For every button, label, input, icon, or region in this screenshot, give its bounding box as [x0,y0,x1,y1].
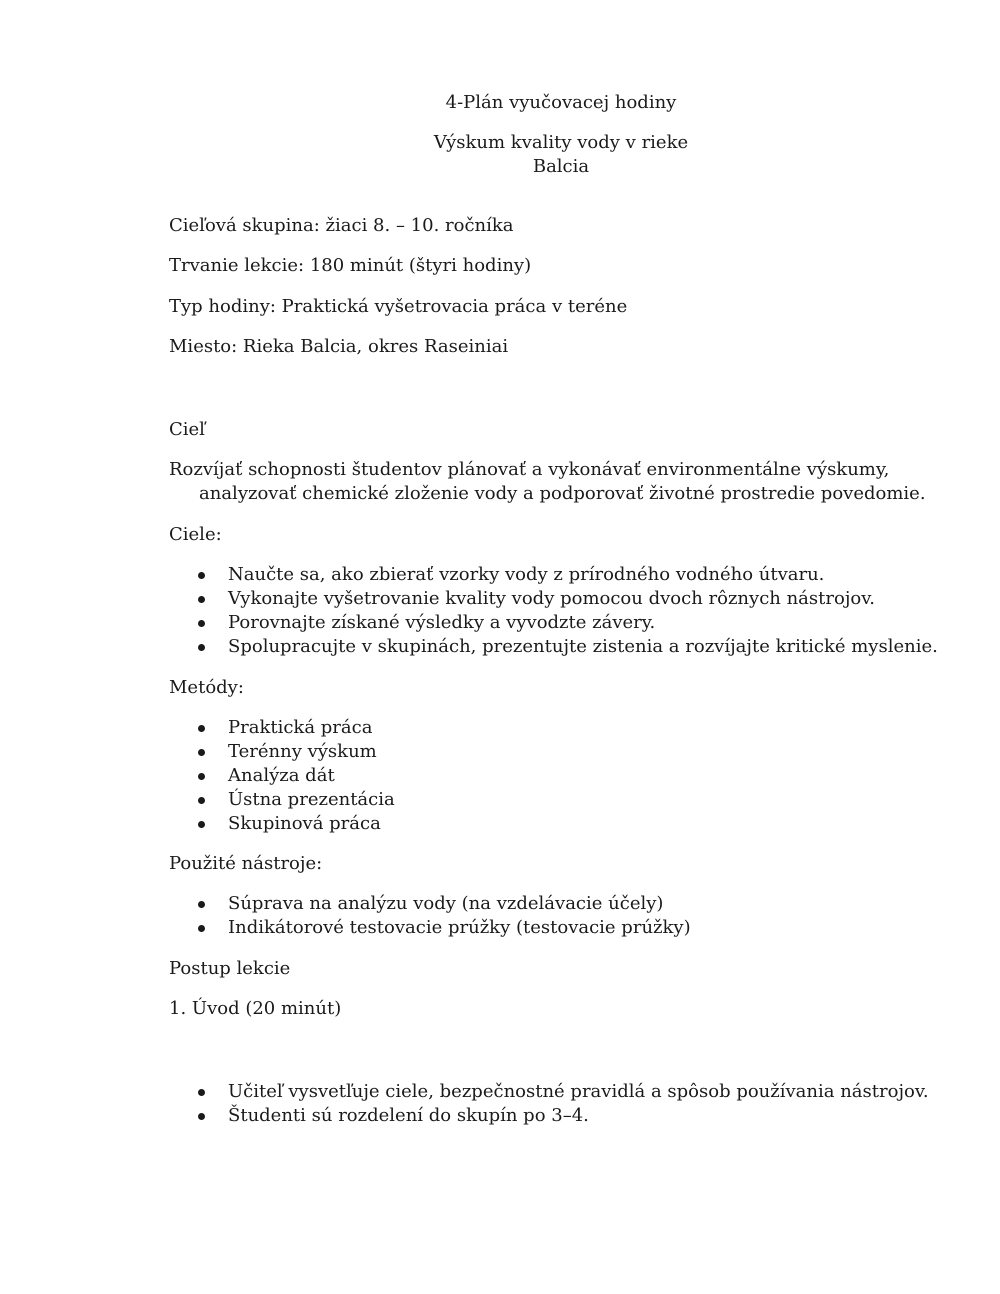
bullet-icon [198,749,205,756]
list-item: Analýza dát [169,764,395,788]
methods-list [169,716,395,836]
goal-text-line2: analyzovať chemické zloženie vody a podporovať životné prostredie povedomie. [199,483,926,504]
bullet-icon [198,644,205,651]
bullet-icon [198,620,205,627]
lesson-type: Typ hodiny: Praktická vyšetrovacia práca v teréne [169,296,628,317]
list-item: Spolupracujte v skupinách, prezentujte zistenia a rozvíjajte kritické myslenie. [169,635,938,659]
tools-heading: Použité nástroje: [169,853,323,874]
bullet-icon [198,797,205,804]
procedure-step1-list [169,1080,929,1128]
document-subtitle: Výskum kvality vody v rieke Balcia [433,132,689,177]
document-title: 4-Plán vyučovacej hodiny [445,92,677,113]
bullet-icon [198,572,205,579]
list-item: Terénny výskum [169,740,395,764]
bullet-icon [198,821,205,828]
goal-heading: Cieľ [169,419,205,440]
lesson-location: Miesto: Rieka Balcia, okres Raseiniai [169,336,509,357]
bullet-icon [198,925,205,932]
list-item: Študenti sú rozdelení do skupín po 3–4. [169,1104,929,1128]
list-item: Skupinová práca [169,812,395,836]
list-item: Naučte sa, ako zbierať vzorky vody z prírodného vodného útvaru. [169,563,938,587]
list-item: Súprava na analýzu vody (na vzdelávacie účely) [169,892,691,916]
procedure-step1-heading: 1. Úvod (20 minút) [169,998,342,1019]
tools-list [169,892,691,940]
goal-paragraph [169,458,939,506]
bullet-icon [198,1113,205,1120]
objectives-heading: Ciele: [169,524,222,545]
bullet-icon [198,1089,205,1096]
bullet-icon [198,901,205,908]
goal-text-line1: Rozvíjať schopnosti študentov plánovať a vykonávať environmentálne výskumy, [169,459,890,480]
lesson-duration: Trvanie lekcie: 180 minút (štyri hodiny) [169,255,532,276]
list-item: Učiteľ vysvetľuje ciele, bezpečnostné pravidlá a spôsob používania nástrojov. [169,1080,929,1104]
procedure-heading: Postup lekcie [169,958,291,979]
objectives-list [169,563,938,659]
methods-heading: Metódy: [169,677,244,698]
list-item: Porovnajte získané výsledky a vyvodzte závery. [169,611,938,635]
target-group: Cieľová skupina: žiaci 8. – 10. ročníka [169,215,514,236]
list-item: Indikátorové testovacie prúžky (testovacie prúžky) [169,916,691,940]
bullet-icon [198,773,205,780]
list-item: Ústna prezentácia [169,788,395,812]
bullet-icon [198,725,205,732]
bullet-icon [198,596,205,603]
list-item: Praktická práca [169,716,395,740]
list-item: Vykonajte vyšetrovanie kvality vody pomocou dvoch rôznych nástrojov. [169,587,938,611]
